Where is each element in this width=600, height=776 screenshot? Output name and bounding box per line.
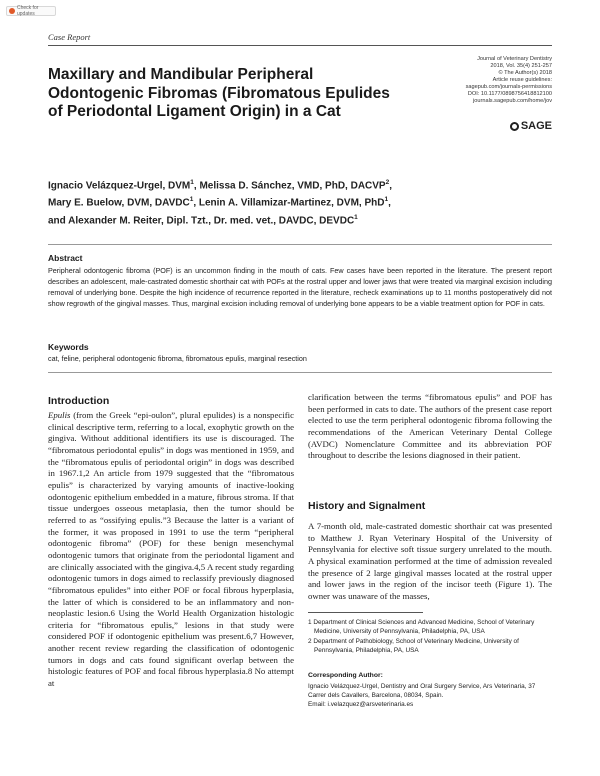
abstract-divider-bottom [48,372,552,373]
footnote-divider [308,612,423,613]
journal-metadata [422,56,552,105]
reuse-guidelines: Article reuse guidelines: [492,77,552,83]
permissions-link[interactable]: sagepub.com/journals-permissions [465,84,552,90]
section-label: Case Report [48,32,91,42]
copyright-line: © The Author(s) 2018 [498,70,552,76]
author-line-3 [48,211,552,228]
sage-logo-icon [510,122,519,131]
author-sanchez: , Melissa D. Sánchez, VMD, PhD, DACVP [193,180,386,192]
affiliation-ref: 1 [189,196,194,204]
author-velazquez: Ignacio Velázquez-Urgel, DVM [48,180,191,192]
author-separator: , [389,180,393,192]
corresponding-author-heading: Corresponding Author: [308,672,383,679]
introduction-continuation: clarification between the terms “fibromatous epulis” and POF has been performed in cats to date. The authors of the present case report elected to use the term peripheral odontogenic fibroma following the recommendations of the American Veterinary Dental College (AVDC) Nomenclature Committee and its abbreviation POF throughout to describe the lesions diagnosed in their patient. [308,392,552,461]
history-paragraph: A 7-month old, male-castrated domestic shorthair cat was presented to Matthew J. Ryan Veterinary Hospital of the University of Pennsylvania for elective soft tissue surgery unrelated to the mouth. A physical examination performed at the time of admission revealed the presence of 2 large gingival masses located at the rostral upper and lower jaws in the region of the incisor teeth (Figure 1). The owner was unaware of the masses, [308,521,552,601]
history-heading: History and Signalment [308,500,426,512]
sage-logo [510,120,552,132]
sage-logo-text: SAGE [520,120,552,132]
crossmark-icon [9,8,15,14]
corresponding-author-address: Ignacio Velázquez-Urgel, Dentistry and Oral Surgery Service, Ars Veterinaria, 37 Carrer dels Cavallers, Barcelona, 08034, Spain. [308,683,536,699]
abstract-text: Peripheral odontogenic fibroma (POF) is an uncommon finding in the mouth of cats. Few cases have been reported in the literature. The present report describes an adolescent, male-castrated domestic shorthair cat with POFs at the rostral upper and lower jaws that were treated via marginal excision including removal of underlying bone. Despite the high incidence of recurrence reported in the literature, recheck examinations up to 11 months postoperatively did not show regrowth of the gingival masses. Thus, marginal excision including removal of underlying bone appears to be a viable treatment option for POF in cats. [48,266,552,308]
introduction-heading: Introduction [48,395,110,407]
epulis-term: Epulis [48,410,71,420]
affiliation-footnotes [308,618,552,656]
keywords-heading: Keywords [48,342,89,352]
journal-home-link[interactable]: journals.sagepub.com/home/jov [473,98,552,104]
corresponding-author-email[interactable]: Email: i.velazquez@arsveterinaria.es [308,701,414,708]
introduction-body: (from the Greek “epi-oulon”, plural epulides) is a nonspecific clinical descriptive term, referring to a local, exophytic growth on the gingiva. Without additional identifiers its use is discouraged. The “fibromatous periodontal epulis” in dogs was mentioned in 1959, and the “fibromatous epulis of periodontal origin” in dogs was described in 1967.1,2 An article from 1979 suggested that the “fibromatous epulis” is characterized by varying amounts of inactive-looking odontogenic epithelium embedded in a mature, fibrous stroma. If that tissue undergoes osseous metaplasia, then the tumor should be referred to as “ossifying epulis.”3 Because the latter is a variant of the former, it was proposed in 1991 to use the term “peripheral odontogenic fibroma” (POF) for these benign mesenchymal odontogenic tumors that originate from the periodontal ligament and are clinically associated with the gingiva.4,5 A recent study regarding odontogenic tumors in dogs aimed to reclassify previously diagnosed “fibromatous epulides” into either POF or focal fibrous hyperplasia, the latter of which is considered to be an inflammatory and non-neoplastic lesion.6 Using the World Health Organization histologic criteria for “fibromatous epulis,” lesions in that study were considered POF if odontogenic epithelium was present.6,7 However, another recent review regarding the classification of odontogenic tumors in dogs and cats found significant overlap between the histologic features of POF and focal fibrous hyperplasia.8 No attempt at [48,410,294,689]
article-title: Maxillary and Mandibular Peripheral Odontogenic Fibromas (Fibromatous Epulides of Periodontal Ligament Origin) in a Cat [48,66,390,120]
keywords-text: cat, feline, peripheral odontogenic fibroma, fibromatous epulis, marginal resection [48,354,307,363]
doi-link[interactable]: DOI: 10.1177/0898756418812100 [467,91,552,97]
affiliation-ref: 1 [190,179,194,186]
author-villamizar: , Lenin A. Villamizar-Martinez, DVM, PhD [193,197,385,209]
introduction-paragraph [48,410,294,762]
author-separator: , [388,197,391,209]
check-for-updates-label: Check for updates [17,5,39,17]
affiliation-ref: 1 [354,213,358,221]
author-buelow: Mary E. Buelow, DVM, DAVDC [48,197,190,209]
footnote-1: 1 Department of Clinical Sciences and Advanced Medicine, School of Veterinary Medicine, University of Pennsylvania, Philadelphia, PA, USA [308,619,535,635]
author-list [48,176,552,228]
author-line-2 [48,193,552,210]
corresponding-author-details [308,682,552,709]
journal-name: Journal of Veterinary Dentistry [477,56,552,62]
affiliation-ref: 2 [385,179,390,186]
affiliation-ref: 1 [384,196,389,204]
check-for-updates-badge[interactable] [6,6,56,16]
header-divider [48,45,552,46]
abstract-divider-top [48,244,552,245]
journal-volume: 2018, Vol. 35(4) 251-257 [490,63,552,69]
abstract-heading: Abstract [48,253,83,263]
author-reiter: and Alexander M. Reiter, Dipl. Tzt., Dr. med. vet., DAVDC, DEVDC [48,214,355,226]
author-line-1 [48,176,552,193]
footnote-2: 2 Department of Pathobiology, School of Veterinary Medicine, University of Pennsylvania, Philadelphia, PA, USA [308,638,519,654]
